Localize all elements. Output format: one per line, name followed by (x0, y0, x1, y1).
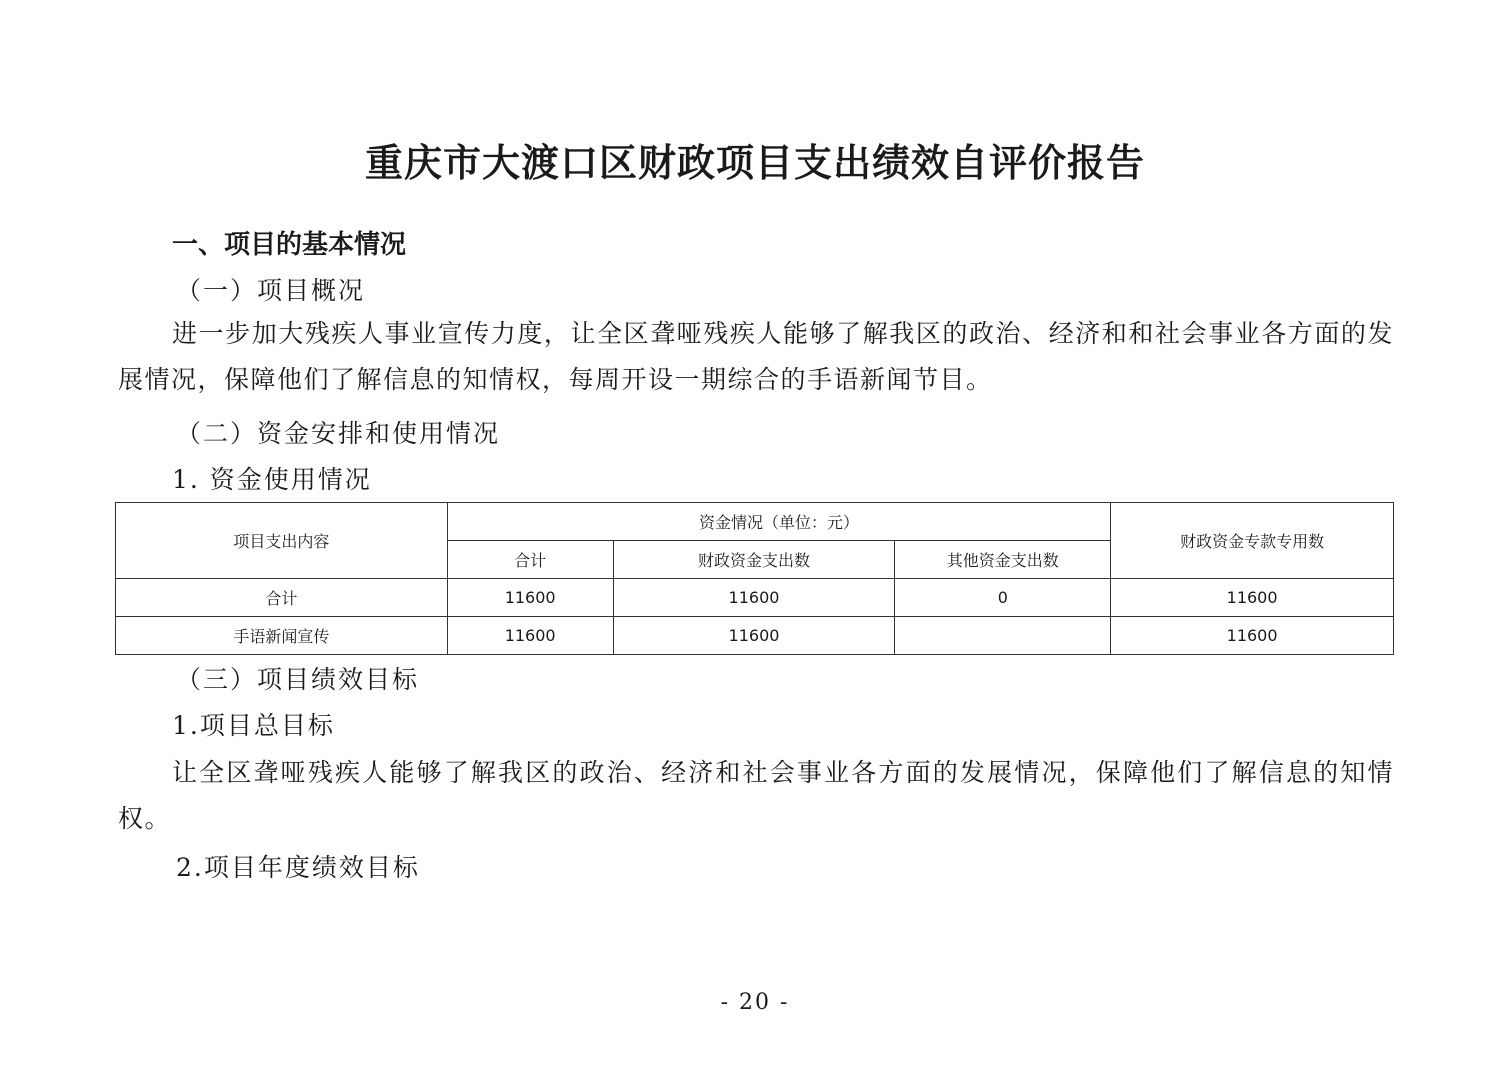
cell-content: 手语新闻宣传 (116, 617, 448, 655)
subheading-annual-goal: 2.项目年度绩效目标 (176, 853, 420, 882)
header-fiscal: 财政资金支出数 (613, 541, 895, 579)
cell-special: 11600 (1111, 617, 1394, 655)
table-row (116, 579, 1394, 617)
document-title: 重庆市大渡口区财政项目支出绩效自评价报告 (364, 140, 1145, 185)
cell-total: 11600 (447, 579, 613, 617)
header-content: 项目支出内容 (116, 503, 448, 579)
subheading-performance-goals: （三）项目绩效目标 (176, 665, 420, 694)
page-number: - 20 - (720, 990, 790, 1015)
subheading-project-overview: （一）项目概况 (176, 276, 366, 305)
subheading-funding: （二）资金安排和使用情况 (176, 419, 501, 448)
cell-other (895, 617, 1111, 655)
cell-content: 合计 (116, 579, 448, 617)
header-total: 合计 (447, 541, 613, 579)
paragraph-overall-goal: 让全区聋哑残疾人能够了解我区的政治、经济和社会事业各方面的发展情况，保障他们了解信息的知情权。 (118, 758, 1394, 833)
subheading-funding-usage: 1. 资金使用情况 (172, 465, 372, 494)
table-row (116, 617, 1394, 655)
cell-total: 11600 (447, 617, 613, 655)
cell-fiscal: 11600 (613, 579, 895, 617)
section-heading-basic-info: 一、项目的基本情况 (172, 230, 407, 260)
funding-table (115, 502, 1394, 655)
cell-other: 0 (895, 579, 1111, 617)
cell-special: 11600 (1111, 579, 1394, 617)
cell-fiscal: 11600 (613, 617, 895, 655)
header-funds-group: 资金情况（单位：元） (447, 503, 1110, 541)
paragraph-project-overview: 进一步加大残疾人事业宣传力度，让全区聋哑残疾人能够了解我区的政治、经济和和社会事业各方面的发展情况，保障他们了解信息的知情权，每周开设一期综合的手语新闻节目。 (118, 319, 1394, 394)
subheading-overall-goal: 1.项目总目标 (172, 711, 335, 740)
header-special: 财政资金专款专用数 (1111, 503, 1394, 579)
header-other: 其他资金支出数 (895, 541, 1111, 579)
